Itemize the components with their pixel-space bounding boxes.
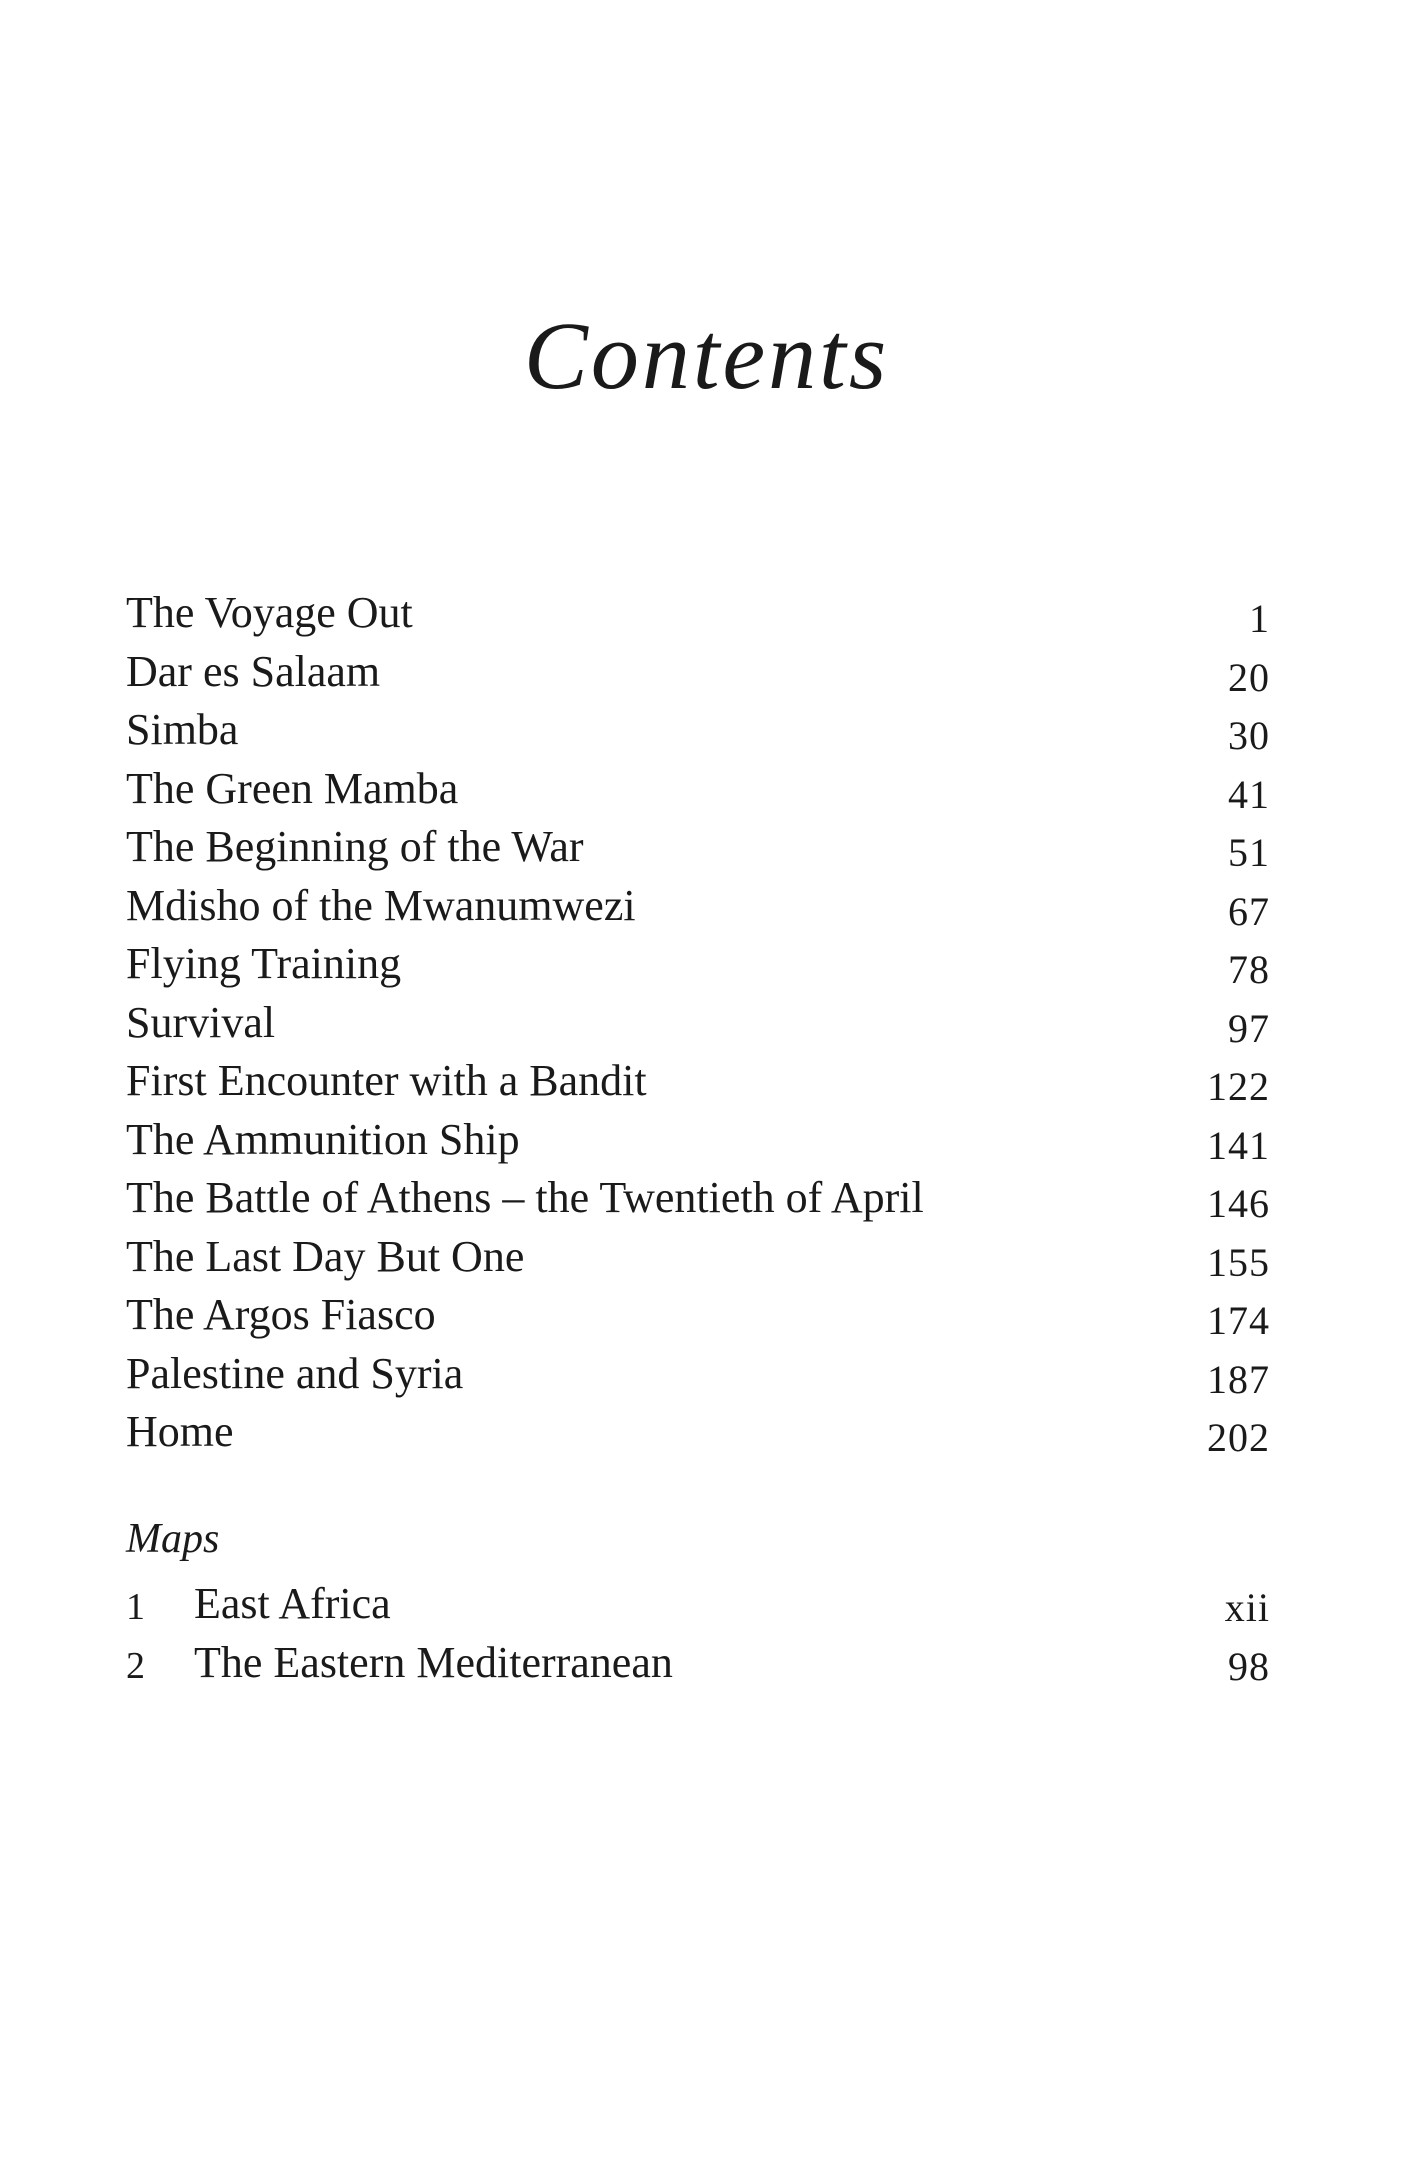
toc-entry bbox=[126, 1286, 1270, 1345]
chapter-title: The Green Mamba bbox=[126, 763, 459, 813]
chapter-title: The Voyage Out bbox=[126, 588, 413, 637]
chapter-title: Survival bbox=[126, 997, 276, 1047]
toc-entry bbox=[126, 1345, 1270, 1404]
maps-list bbox=[126, 1574, 1270, 1692]
page-number: 174 bbox=[1207, 1298, 1270, 1343]
page-number: 98 bbox=[1228, 1644, 1270, 1689]
toc-entry bbox=[126, 935, 1270, 994]
page-number: 202 bbox=[1207, 1415, 1270, 1460]
map-entry bbox=[126, 1633, 1270, 1692]
chapter-title: The Ammunition Ship bbox=[126, 1114, 520, 1164]
maps-heading: Maps bbox=[126, 1516, 220, 1562]
toc-entry bbox=[126, 584, 1270, 643]
chapter-title: The Beginning of the War bbox=[126, 822, 584, 871]
page-number: 41 bbox=[1228, 771, 1270, 817]
map-number: 1 bbox=[126, 1586, 145, 1628]
chapter-title: Simba bbox=[126, 705, 239, 754]
toc-entry bbox=[126, 1403, 1270, 1462]
page-number: 122 bbox=[1207, 1064, 1270, 1109]
toc-entry bbox=[126, 760, 1270, 819]
map-title: East Africa bbox=[194, 1579, 391, 1628]
page-number: 141 bbox=[1207, 1122, 1270, 1168]
map-title: The Eastern Mediterranean bbox=[194, 1638, 673, 1687]
chapter-title: First Encounter with a Bandit bbox=[126, 1056, 647, 1105]
page-number: 155 bbox=[1207, 1239, 1270, 1285]
chapter-list bbox=[126, 584, 1270, 1462]
chapter-title: The Argos Fiasco bbox=[126, 1290, 436, 1339]
page-number: 146 bbox=[1207, 1181, 1270, 1226]
map-number: 2 bbox=[126, 1645, 145, 1687]
toc-entry bbox=[126, 994, 1270, 1053]
page-number: 1 bbox=[1249, 596, 1270, 641]
chapter-title: Mdisho of the Mwanumwezi bbox=[126, 880, 636, 930]
page-number: 97 bbox=[1228, 1005, 1270, 1051]
toc-entry bbox=[126, 818, 1270, 877]
map-entry bbox=[126, 1574, 1270, 1633]
chapter-title: Palestine and Syria bbox=[126, 1348, 464, 1398]
chapter-title: Home bbox=[126, 1407, 234, 1456]
toc-entry bbox=[126, 1169, 1270, 1228]
chapter-title: The Battle of Athens – the Twentieth of April bbox=[126, 1173, 924, 1222]
page-number: 78 bbox=[1228, 947, 1270, 992]
chapter-title: Dar es Salaam bbox=[126, 646, 381, 696]
toc-entry bbox=[126, 1052, 1270, 1111]
page-number: 30 bbox=[1228, 713, 1270, 758]
toc-entry bbox=[126, 701, 1270, 760]
toc-entry bbox=[126, 1228, 1270, 1287]
page-number: xii bbox=[1224, 1585, 1270, 1630]
chapter-title: Flying Training bbox=[126, 939, 402, 988]
page-number: 187 bbox=[1207, 1356, 1270, 1402]
page-number: 20 bbox=[1228, 654, 1270, 700]
chapter-title: The Last Day But One bbox=[126, 1231, 525, 1281]
toc-entry bbox=[126, 643, 1270, 702]
page-number: 67 bbox=[1228, 888, 1270, 934]
toc-entry bbox=[126, 877, 1270, 936]
page-title: Contents bbox=[523, 302, 890, 409]
page-number: 51 bbox=[1228, 830, 1270, 875]
toc-entry bbox=[126, 1111, 1270, 1170]
